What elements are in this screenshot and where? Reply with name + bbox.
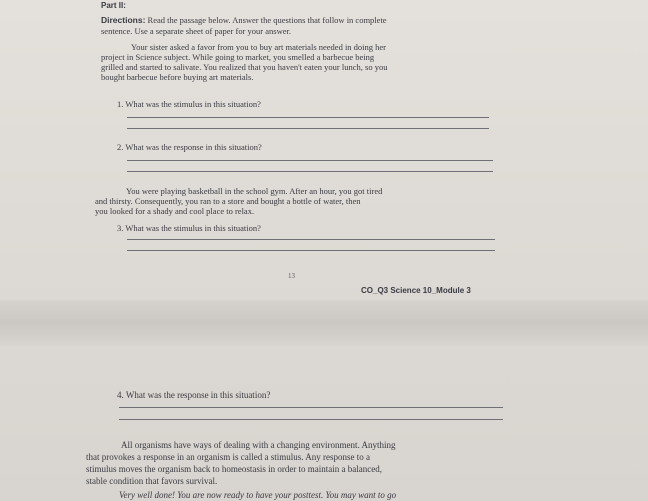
question-2: 2. What was the response in this situation? — [117, 142, 262, 152]
part-label: Part II: — [101, 1, 126, 10]
question-4: 4. What was the response in this situation? — [117, 390, 271, 400]
answer-line-1a — [127, 117, 489, 118]
directions-text-1: Read the passage below. Answer the questions that follow in complete — [147, 15, 387, 25]
passage2-line-2: and thirsty. Consequently, you ran to a store and bought a bottle of water, then — [95, 196, 361, 206]
question-1: 1. What was the stimulus in this situation? — [117, 99, 261, 109]
answer-line-3b — [127, 250, 495, 251]
directions-line-2: sentence. Use a separate sheet of paper for your answer. — [101, 26, 291, 36]
closing-text: Very well done! You are now ready to have your posttest. You may want to go — [119, 490, 397, 500]
answer-line-3a — [127, 239, 495, 240]
answer-line-4b — [119, 419, 503, 420]
page-number: 13 — [288, 272, 295, 280]
summary-line-1: All organisms have ways of dealing with a changing environment. Anything — [121, 440, 396, 450]
passage2-line-3: you looked for a shady and cool place to relax. — [95, 206, 255, 216]
passage1-line-1: Your sister asked a favor from you to buy art materials needed in doing her — [131, 42, 387, 52]
passage1-line-3: grilled and started to salivate. You realized that you haven't eaten your lunch, so you — [101, 62, 388, 72]
directions-line-1 — [101, 15, 387, 25]
summary-line-3: stimulus moves the organism back to homeostasis in order to maintain a balanced, — [86, 464, 383, 474]
answer-line-2b — [127, 171, 493, 172]
summary-line-4: stable condition that favors survival. — [86, 476, 218, 486]
answer-line-2a — [127, 160, 493, 161]
directions-label: Directions: — [101, 15, 146, 25]
module-footer: CO_Q3 Science 10_Module 3 — [361, 286, 471, 295]
passage2-line-1: You were playing basketball in the school gym. After an hour, you got tired — [126, 186, 383, 196]
passage1-line-4: bought barbecue before buying art materials. — [101, 72, 254, 82]
page-break — [0, 300, 648, 346]
summary-line-2: that provokes a response in an organism is called a stimulus. Any response to a — [86, 452, 371, 462]
answer-line-4a — [119, 407, 503, 408]
answer-line-1b — [127, 128, 489, 129]
question-3: 3. What was the stimulus in this situation? — [117, 223, 261, 233]
passage1-line-2: project in Science subject. While going to market, you smelled a barbecue being — [101, 52, 375, 62]
